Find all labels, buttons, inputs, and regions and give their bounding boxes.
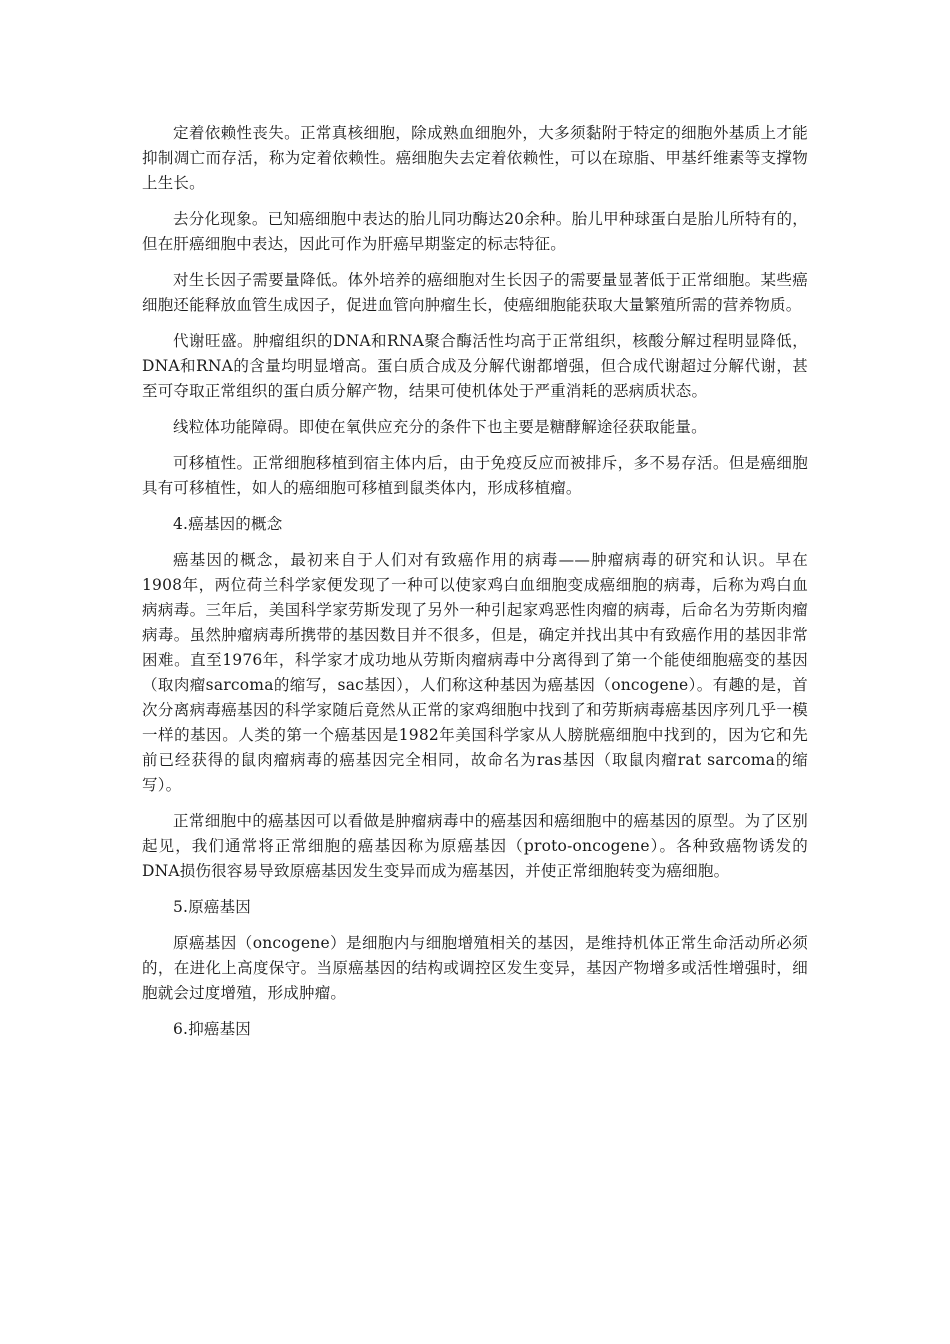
paragraph-proto-oncogene-definition: 原癌基因（oncogene）是细胞内与细胞增殖相关的基因，是维持机体正常生命活动所必须的，在进化上高度保守。当原癌基因的结构或调控区发生变异，基因产物增多或活性增强时，细胞就会过度增殖，形成肿瘤。 bbox=[142, 934, 808, 1002]
section-heading-proto-oncogene: 5.原癌基因 bbox=[173, 898, 251, 916]
paragraph-dedifferentiation: 去分化现象。已知癌细胞中表达的胎儿同功酶达20余种。胎儿甲种球蛋白是胎儿所特有的，但在肝癌细胞中表达，因此可作为肝癌早期鉴定的标志特征。 bbox=[142, 210, 808, 253]
paragraph-anchorage-dependence: 定着依赖性丧失。正常真核细胞，除成熟血细胞外，大多须黏附于特定的细胞外基质上才能抑制凋亡而存活，称为定着依赖性。癌细胞失去定着依赖性，可以在琼脂、甲基纤维素等支撑物上生长。 bbox=[142, 124, 808, 192]
paragraph-proto-oncogene: 正常细胞中的癌基因可以看做是肿瘤病毒中的癌基因和癌细胞中的癌基因的原型。为了区别起见，我们通常将正常细胞的癌基因称为原癌基因（proto-oncogene）。各种致癌物诱发的DNA损伤很容易导致原癌基因发生变异而成为癌基因，并使正常细胞转变为癌细胞。 bbox=[142, 812, 808, 880]
paragraph-metabolism: 代谢旺盛。肿瘤组织的DNA和RNA聚合酶活性均高于正常组织，核酸分解过程明显降低，DNA和RNA的含量均明显增高。蛋白质合成及分解代谢都增强，但合成代谢超过分解代谢，甚至可夺取正常组织的蛋白质分解产物，结果可使机体处于严重消耗的恶病质状态。 bbox=[142, 332, 808, 400]
section-heading-tumor-suppressor: 6.抑癌基因 bbox=[173, 1020, 251, 1038]
section-heading-oncogene-concept: 4.癌基因的概念 bbox=[173, 515, 283, 533]
document-page bbox=[142, 121, 808, 1053]
paragraph-mitochondria: 线粒体功能障碍。即使在氧供应充分的条件下也主要是糖酵解途径获取能量。 bbox=[173, 418, 707, 436]
paragraph-oncogene-history: 癌基因的概念，最初来自于人们对有致癌作用的病毒——肿瘤病毒的研究和认识。早在1908年，两位荷兰科学家便发现了一种可以使家鸡白血细胞变成癌细胞的病毒，后称为鸡白血病病毒。三年后，美国科学家劳斯发现了另外一种引起家鸡恶性肉瘤的病毒，后命名为劳斯肉瘤病毒。虽然肿瘤病毒所携带的基因数目并不很多，但是，确定并找出其中有致癌作用的基因非常困难。直至1976年，科学家才成功地从劳斯肉瘤病毒中分离得到了第一个能使细胞癌变的基因（取肉瘤sarcoma的缩写，sac基因），人们称这种基因为癌基因（oncogene）。有趣的是，首次分离病毒癌基因的科学家随后竟然从正常的家鸡细胞中找到了和劳斯病毒癌基因序列几乎一模一样的基因。人类的第一个癌基因是1982年美国科学家从人膀胱癌细胞中找到的，因为它和先前已经获得的鼠肉瘤病毒的癌基因完全相同，故命名为ras基因（取鼠肉瘤rat sarcoma的缩写）。 bbox=[142, 551, 808, 794]
paragraph-transplantability: 可移植性。正常细胞移植到宿主体内后，由于免疫反应而被排斥，多不易存活。但是癌细胞具有可移植性，如人的癌细胞可移植到鼠类体内，形成移植瘤。 bbox=[142, 454, 808, 497]
paragraph-growth-factor: 对生长因子需要量降低。体外培养的癌细胞对生长因子的需要量显著低于正常细胞。某些癌细胞还能释放血管生成因子，促进血管向肿瘤生长，使癌细胞能获取大量繁殖所需的营养物质。 bbox=[142, 271, 808, 314]
